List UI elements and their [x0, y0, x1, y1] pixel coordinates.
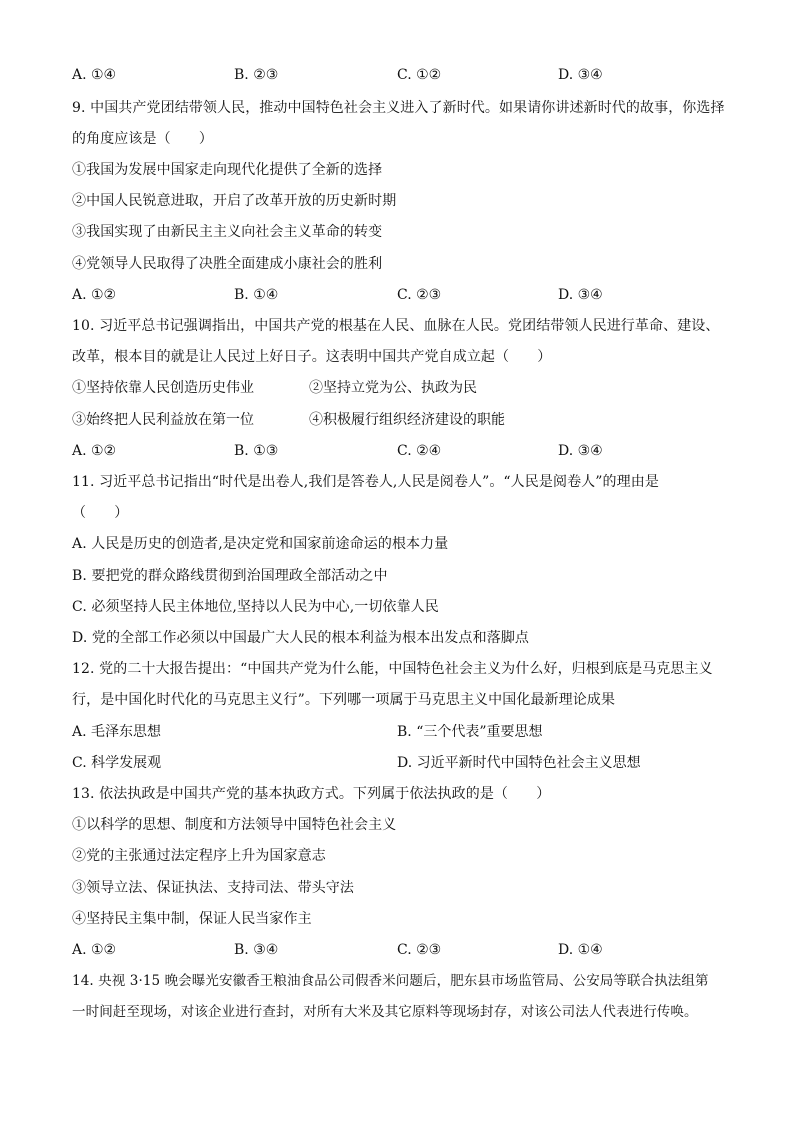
q10-statement-2: ②坚持立党为公、执政为民 — [309, 380, 477, 396]
q8-option-b[interactable]: B. ②③ — [234, 67, 279, 83]
q11-choice-a[interactable]: A. 人民是历史的创造者,是决定党和国家前途命运的根本力量 — [72, 536, 449, 552]
q10-statement-1: ①坚持依靠人民创造历史伟业 — [72, 380, 254, 396]
q12-option-d[interactable]: D. 习近平新时代中国特色社会主义思想 — [397, 755, 641, 771]
q9-statement-4: ④党领导人民取得了决胜全面建成小康社会的胜利 — [72, 256, 383, 272]
q12-options-row1 — [72, 722, 732, 742]
q13-option-c[interactable]: C. ②③ — [397, 942, 442, 958]
q9-stem-line1: 9. 中国共产党团结带领人民，推动中国特色社会主义进入了新时代。如果请你讲述新时代的故事，你选择 — [72, 100, 725, 116]
q8-options — [72, 65, 732, 85]
q13-statement-4: ④坚持民主集中制，保证人民当家作主 — [72, 911, 312, 927]
q10-statements-row1 — [72, 378, 732, 398]
q9-option-a[interactable]: A. ①② — [72, 287, 117, 303]
q10-statement-3: ③始终把人民利益放在第一位 — [72, 412, 254, 428]
q9-option-d[interactable]: D. ③④ — [558, 287, 603, 303]
q10-options — [72, 441, 732, 461]
q11-stem-line1: 11. 习近平总书记指出“时代是出卷人,我们是答卷人,人民是阅卷人”。“人民是阅卷人”的理由是 — [72, 474, 659, 490]
q9-option-c[interactable]: C. ②③ — [397, 287, 442, 303]
q9-statement-3: ③我国实现了由新民主主义向社会主义革命的转变 — [72, 224, 383, 240]
q13-option-a[interactable]: A. ①② — [72, 942, 117, 958]
q12-stem-line1: 12. 党的二十大报告提出：“中国共产党为什么能，中国特色社会主义为什么好，归根到底是马克思主义 — [72, 661, 713, 677]
q11-choice-b[interactable]: B. 要把党的群众路线贯彻到治国理政全部活动之中 — [72, 568, 388, 584]
q8-option-d[interactable]: D. ③④ — [558, 67, 603, 83]
q12-stem-line2: 行，是中国化时代化的马克思主义行”。下列哪一项属于马克思主义中国化最新理论成果 — [72, 692, 616, 708]
q13-option-b[interactable]: B. ③④ — [234, 942, 279, 958]
q11-choice-d[interactable]: D. 党的全部工作必须以中国最广大人民的根本利益为根本出发点和落脚点 — [72, 630, 530, 646]
q11-choice-c[interactable]: C. 必须坚持人民主体地位,坚持以人民为中心,一切依靠人民 — [72, 599, 439, 615]
q13-stem-line1: 13. 依法执政是中国共产党的基本执政方式。下列属于依法执政的是（ ） — [72, 786, 551, 802]
q12-option-a[interactable]: A. 毛泽东思想 — [72, 724, 162, 740]
q10-stem-line1: 10. 习近平总书记强调指出，中国共产党的根基在人民、血脉在人民。党团结带领人民进行革命、建设、 — [72, 318, 720, 334]
q8-option-c[interactable]: C. ①② — [397, 67, 442, 83]
q12-option-b[interactable]: B. “三个代表”重要思想 — [397, 724, 543, 740]
q10-statements-row2 — [72, 410, 732, 430]
q9-statement-1: ①我国为发展中国家走向现代化提供了全新的选择 — [72, 162, 383, 178]
q9-statement-2: ②中国人民锐意进取，开启了改革开放的历史新时期 — [72, 193, 397, 209]
q10-statement-4: ④积极履行组织经济建设的职能 — [309, 412, 505, 428]
q12-options-row2 — [72, 753, 732, 773]
q11-stem-line2: （ ） — [72, 505, 129, 521]
q9-stem-line2: 的角度应该是（ ） — [72, 131, 213, 147]
q14-stem-line1: 14. 央视 3·15 晚会曝光安徽香王粮油食品公司假香米问题后，肥东县市场监管局、公安局等联合执法组第 — [72, 973, 709, 989]
q13-statement-3: ③领导立法、保证执法、支持司法、带头守法 — [72, 880, 354, 896]
q12-option-c[interactable]: C. 科学发展观 — [72, 755, 162, 771]
q8-option-a[interactable]: A. ①④ — [72, 67, 117, 83]
q10-option-b[interactable]: B. ①③ — [234, 443, 279, 459]
q9-options — [72, 285, 732, 305]
q13-statement-1: ①以科学的思想、制度和方法领导中国特色社会主义 — [72, 817, 397, 833]
q10-option-c[interactable]: C. ②④ — [397, 443, 442, 459]
q13-options — [72, 940, 732, 960]
q9-option-b[interactable]: B. ①④ — [234, 287, 279, 303]
q10-option-a[interactable]: A. ①② — [72, 443, 117, 459]
q13-statement-2: ②党的主张通过法定程序上升为国家意志 — [72, 848, 326, 864]
q13-option-d[interactable]: D. ①④ — [558, 942, 603, 958]
q10-stem-line2: 改革，根本目的就是让人民过上好日子。这表明中国共产党自成立起（ ） — [72, 349, 552, 365]
q14-stem-line2: 一时间赶至现场，对该企业进行查封，对所有大米及其它原料等现场封存，对该公司法人代表进行传唤。 — [72, 1004, 698, 1020]
q10-option-d[interactable]: D. ③④ — [558, 443, 603, 459]
